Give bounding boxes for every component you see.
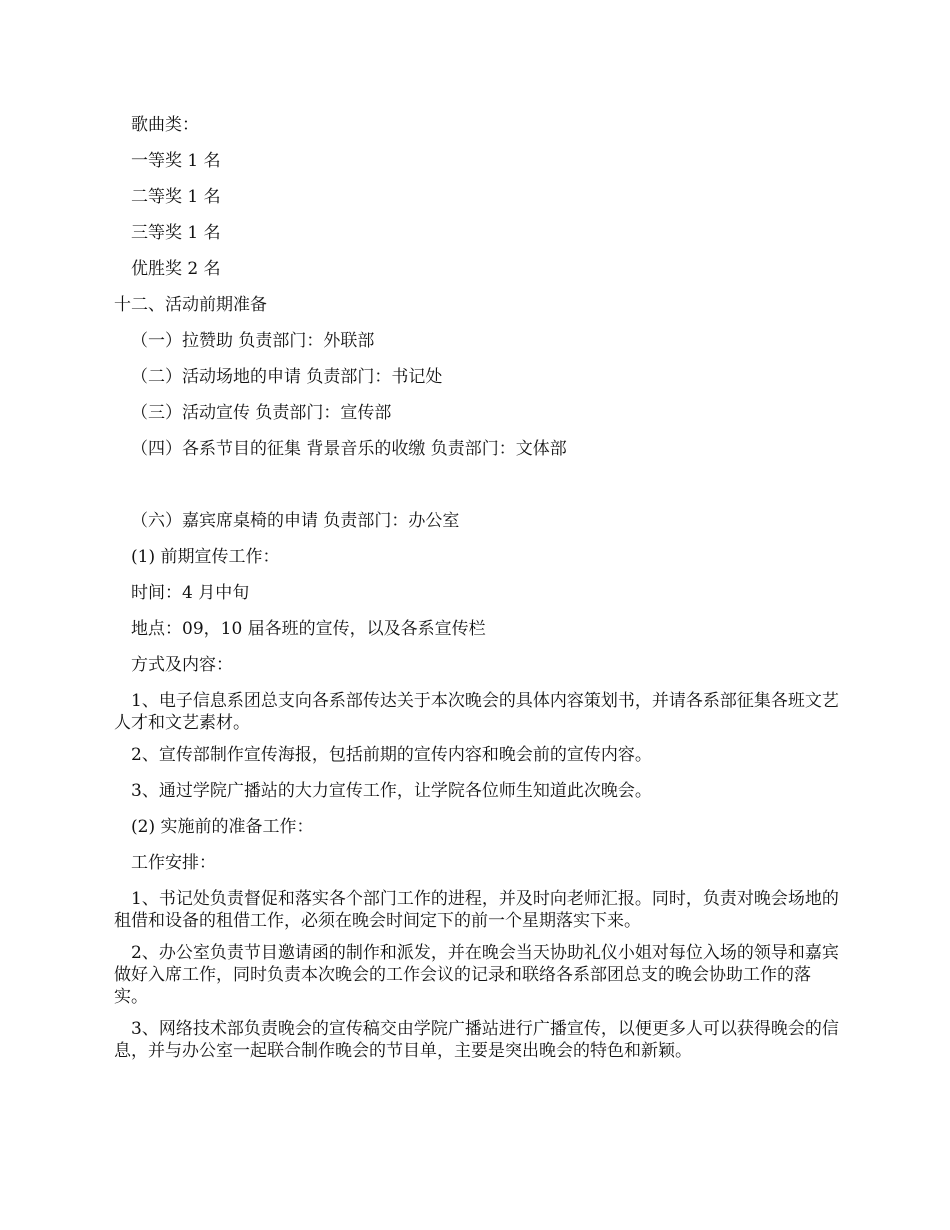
- first-prize-line: 一等奖 1 名: [131, 151, 221, 171]
- work-paragraph-1: 1、书记处负责督促和落实各个部门工作的进程，并及时向老师汇报。同时，负责对晚会场地的租借和设备的租借工作，必须在晚会时间定下的前一个星期落实下来。: [114, 889, 839, 931]
- prep-item-6: （六）嘉宾席桌椅的申请 负责部门：办公室: [131, 511, 460, 531]
- publicity-paragraph-3: 3、通过学院广播站的大力宣传工作，让学院各位师生知道此次晚会。: [131, 781, 652, 801]
- work-paragraph-2: 2、办公室负责节目邀请函的制作和派发，并在晚会当天协助礼仪小姐对每位入场的领导和嘉宾做好入席工作，同时负责本次晚会的工作会议的记录和联络各系部团总支的晚会协助工作的落实。: [114, 943, 839, 1007]
- work-paragraph-3: 3、网络技术部负责晚会的宣传稿交由学院广播站进行广播宣传，以便更多人可以获得晚会的信息，并与办公室一起联合制作晚会的节目单，主要是突出晚会的特色和新颖。: [114, 1019, 839, 1061]
- prep-item-4: （四）各系节目的征集 背景音乐的收缴 负责部门：文体部: [131, 439, 567, 459]
- section-12-heading: 十二、活动前期准备: [114, 295, 267, 315]
- prep-item-3: （三）活动宣传 负责部门：宣传部: [131, 403, 392, 423]
- work-arrangement-heading: 工作安排：: [131, 853, 216, 873]
- prep-work-heading: (2) 实施前的准备工作：: [131, 817, 314, 837]
- time-line: 时间：4 月中旬: [131, 583, 250, 603]
- merit-prize-line: 优胜奖 2 名: [131, 259, 221, 279]
- songs-heading: 歌曲类：: [131, 115, 199, 135]
- second-prize-line: 二等奖 1 名: [131, 187, 221, 207]
- third-prize-line: 三等奖 1 名: [131, 223, 221, 243]
- pre-publicity-heading: (1) 前期宣传工作：: [131, 547, 280, 567]
- publicity-paragraph-2: 2、宣传部制作宣传海报，包括前期的宣传内容和晚会前的宣传内容。: [131, 745, 652, 765]
- prep-item-2: （二）活动场地的申请 负责部门：书记处: [131, 367, 443, 387]
- publicity-paragraph-1: 1、电子信息系团总支向各系部传达关于本次晚会的具体内容策划书，并请各系部征集各班文艺人才和文艺素材。: [114, 691, 839, 733]
- prep-item-1: （一）拉赞助 负责部门：外联部: [131, 331, 375, 351]
- method-heading: 方式及内容：: [131, 655, 233, 675]
- place-line: 地点：09，10 届各班的宣传，以及各系宣传栏: [131, 619, 486, 639]
